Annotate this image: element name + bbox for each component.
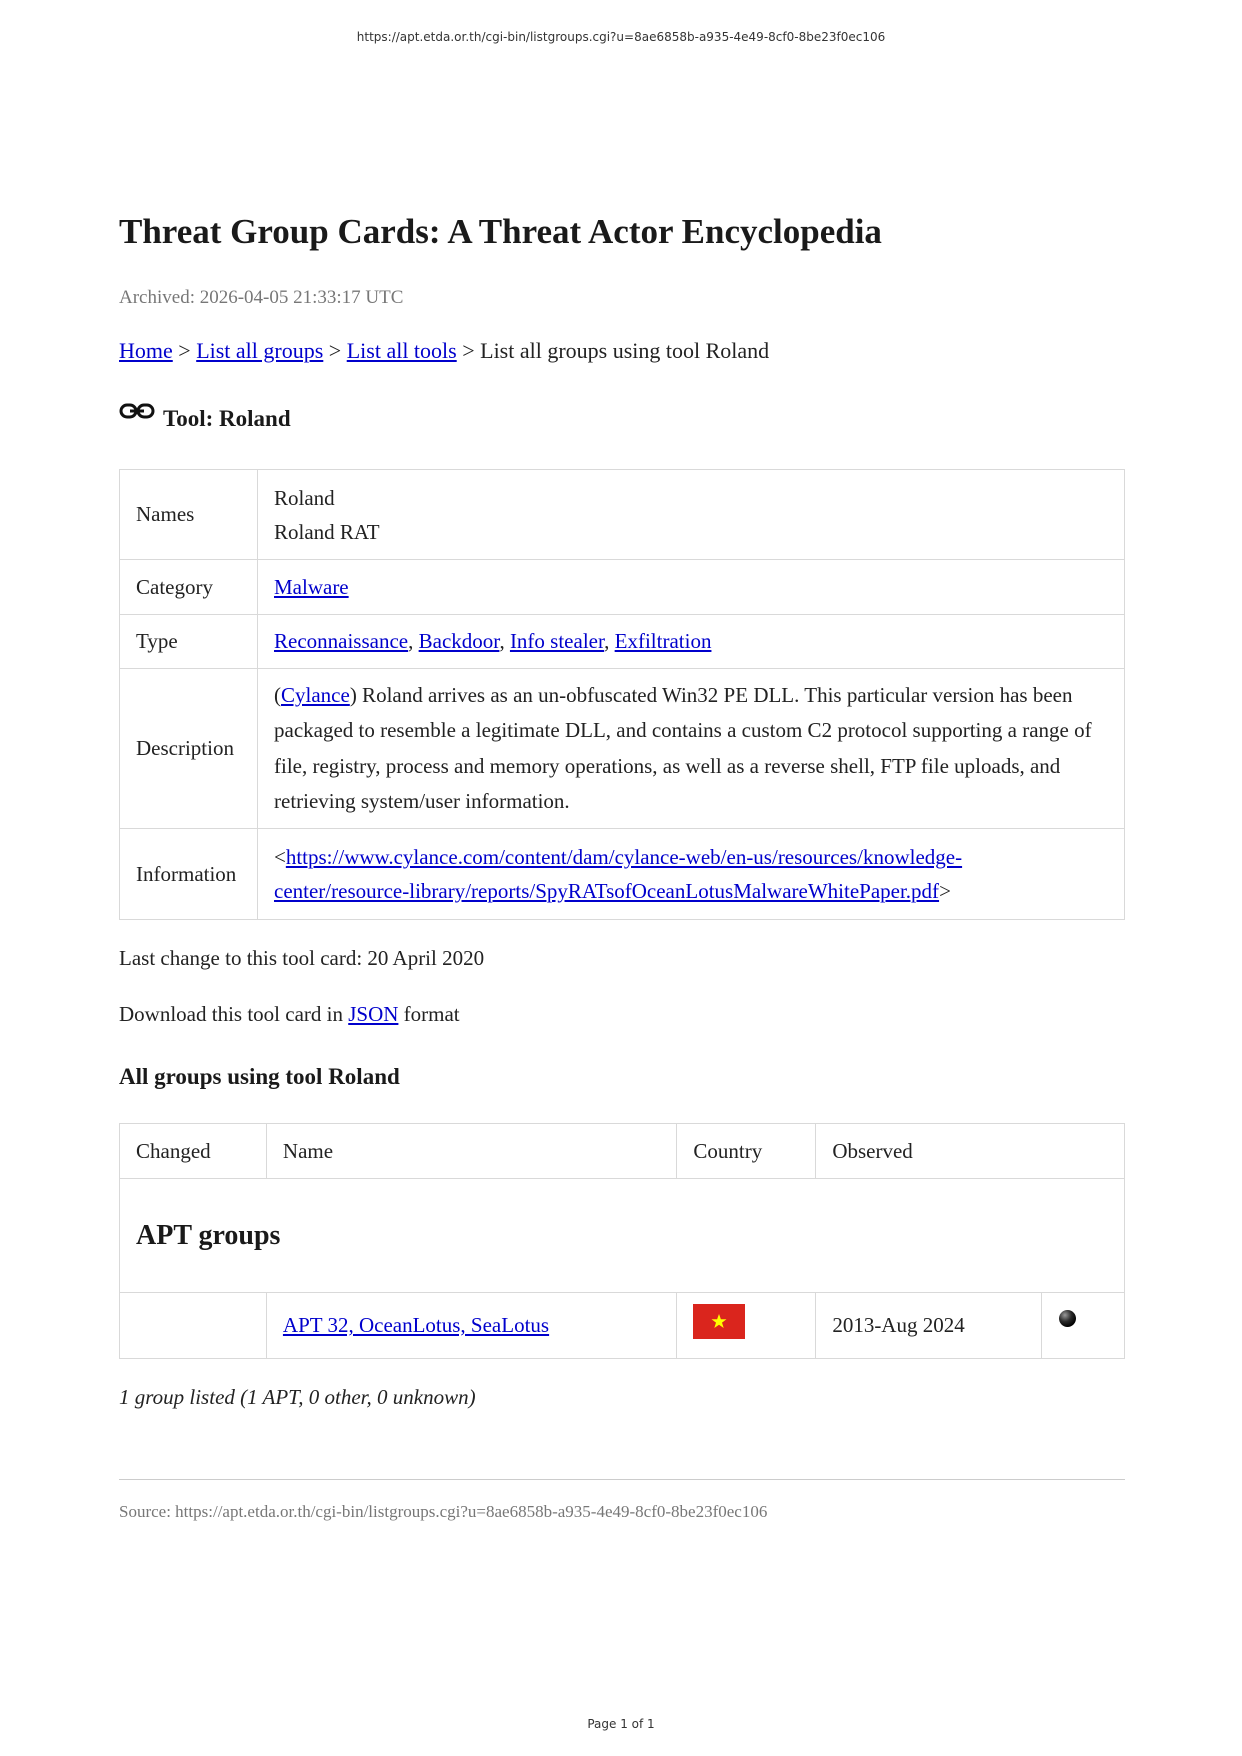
information-url-link[interactable] [274,845,962,903]
type-separator: , [499,629,510,653]
table-row [120,1293,1125,1359]
source-url: Source: https://apt.etda.or.th/cgi-bin/listgroups.cgi?u=8ae6858b-a935-4e49-8cf0-8be23f0ec106 [119,1502,768,1521]
information-label: Information [120,829,258,920]
last-change: Last change to this tool card: 20 April 2020 [119,946,485,970]
tool-name: Roland RAT [274,519,380,544]
black-sphere-icon [1058,1309,1077,1328]
download-suffix: format [398,1002,460,1026]
category-row [120,560,1125,615]
group-status-cell [1042,1293,1125,1359]
divider [119,1479,1125,1480]
groups-heading: All groups using tool Roland [119,1064,400,1089]
breadcrumb [119,338,769,364]
groups-header-row [120,1124,1125,1179]
link-icon [119,398,155,424]
type-link-exfiltration[interactable]: Exfiltration [614,629,712,653]
description-text: ) Roland arrives as an un-obfuscated Win32 PE DLL. This particular version has been packaged to resemble a legitimate DLL, and contains a custom C2 protocol supporting a range of file, registry, process and memory operations, as well as a reverse shell, FTP file uploads, and retrieving system/user information. [274,682,1092,813]
group-name-link[interactable]: APT 32, OceanLotus, SeaLotus [282,1313,550,1337]
information-bracket: < [274,845,286,869]
description-paren: ( [274,682,281,707]
type-link-info-stealer[interactable]: Info stealer [509,629,605,653]
description-source-link[interactable]: Cylance [281,682,350,707]
type-value [258,615,1125,669]
column-header-observed: Observed [816,1124,1125,1179]
column-header-country: Country [677,1124,816,1179]
tool-heading [119,398,291,434]
information-bracket: > [939,879,951,903]
information-row [120,829,1125,920]
tool-info-table [119,469,1125,920]
breadcrumb-separator: > [323,338,347,363]
groups-table [119,1123,1125,1359]
group-changed [120,1293,267,1359]
groups-count-summary: 1 group listed (1 APT, 0 other, 0 unknown) [119,1385,476,1409]
category-label: Category [120,560,258,615]
description-label: Description [120,669,258,829]
archived-timestamp: Archived: 2026-04-05 21:33:17 UTC [119,287,404,308]
names-label: Names [120,470,258,560]
category-link-malware[interactable]: Malware [274,574,349,599]
download-prefix: Download this tool card in [119,1002,349,1026]
names-row [120,470,1125,560]
type-separator: , [408,629,419,653]
column-header-name: Name [266,1124,676,1179]
download-line [119,1002,460,1027]
group-name-cell [266,1293,676,1359]
page-title: Threat Group Cards: A Threat Actor Encyclopedia [119,212,882,251]
download-json-link[interactable]: JSON [348,1002,399,1026]
description-row [120,669,1125,829]
breadcrumb-home-link[interactable]: Home [119,338,173,363]
section-row [120,1179,1125,1293]
column-header-changed: Changed [120,1124,267,1179]
breadcrumb-list-tools-link[interactable]: List all tools [346,338,457,363]
information-value [258,829,1125,920]
print-header-url: https://apt.etda.or.th/cgi-bin/listgroups.cgi?u=8ae6858b-a935-4e49-8cf0-8be23f0ec106 [356,30,886,44]
type-label: Type [120,615,258,669]
tool-name: Roland [274,485,335,510]
type-link-backdoor[interactable]: Backdoor [418,629,500,653]
type-separator: , [604,629,615,653]
section-apt-groups: APT groups [120,1179,1125,1293]
type-link-reconnaissance[interactable]: Reconnaissance [274,629,409,653]
information-url-part: https://www.cylance.com/content/dam/cylance-web/en-us/resources/knowledge- [285,845,963,869]
vietnam-flag-icon [693,1304,745,1339]
page-number: Page 1 of 1 [587,1717,655,1731]
category-value [258,560,1125,615]
group-observed: 2013-Aug 2024 [816,1293,1042,1359]
type-row [120,615,1125,669]
group-country-cell [677,1293,816,1359]
breadcrumb-separator: > [172,338,197,363]
tool-title: Tool: Roland [163,406,291,431]
names-value [258,470,1125,560]
information-url-part: center/resource-library/reports/SpyRATsofOceanLotusMalwareWhitePaper.pdf [274,879,940,903]
breadcrumb-list-groups-link[interactable]: List all groups [196,338,324,363]
description-value [258,669,1125,829]
breadcrumb-current: > List all groups using tool Roland [456,338,770,363]
